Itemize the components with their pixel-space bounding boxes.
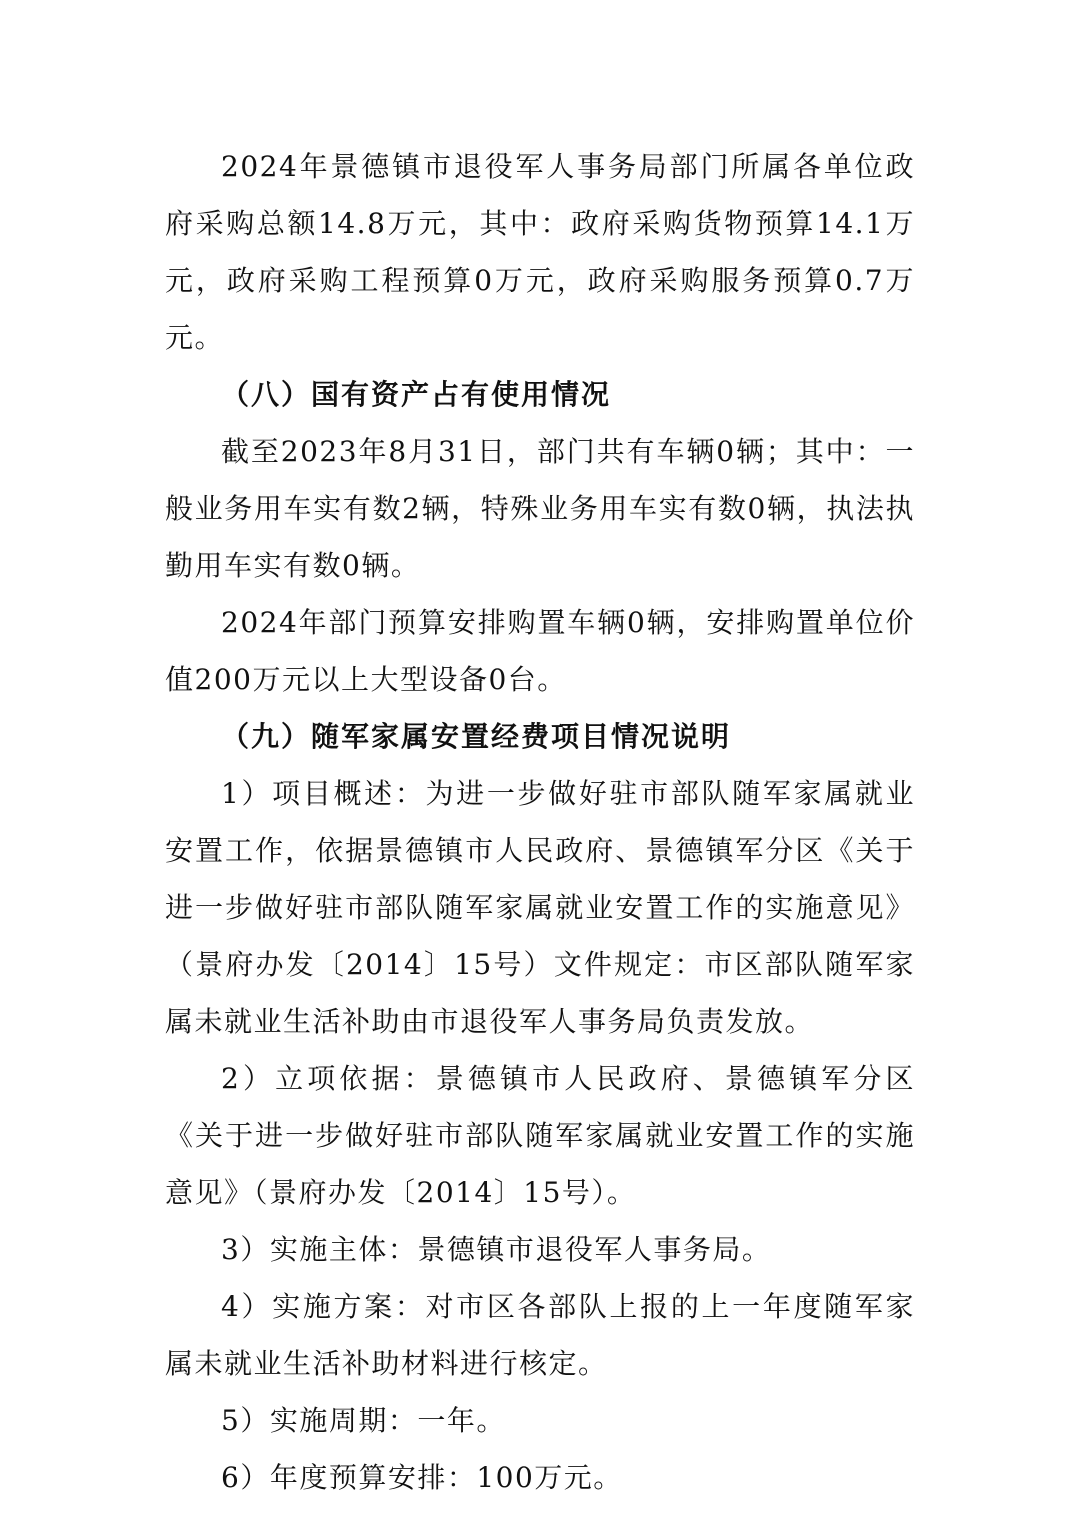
paragraph-project-basis: 2）立项依据：景德镇市人民政府、景德镇军分区《关于进一步做好驻市部队随军家属就业安置工作的实施意见》（景府办发〔2014〕15号）。: [165, 1062, 915, 1209]
paragraph-implementing-body: 3）实施主体：景德镇市退役军人事务局。: [221, 1233, 772, 1266]
paragraph-vehicles-held: 截至2023年8月31日，部门共有车辆0辆；其中：一般业务用车实有数2辆，特殊业务用车实有数0辆，执法执勤用车实有数0辆。: [165, 435, 915, 582]
paragraph-implementation-period: 5）实施周期：一年。: [221, 1404, 506, 1437]
paragraph-implementation-plan: 4）实施方案：对市区各部队上报的上一年度随军家属未就业生活补助材料进行核定。: [165, 1290, 915, 1380]
paragraph-procurement-total: 2024年景德镇市退役军人事务局部门所属各单位政府采购总额14.8万元，其中：政府采购货物预算14.1万元，政府采购工程预算0万元，政府采购服务预算0.7万元。: [165, 150, 915, 354]
paragraph-project-overview: 1）项目概述：为进一步做好驻市部队随军家属就业安置工作，依据景德镇市人民政府、景德镇军分区《关于进一步做好驻市部队随军家属就业安置工作的实施意见》（景府办发〔2014〕15号）文件规定：市区部队随军家属未就业生活补助由市退役军人事务局负责发放。: [165, 777, 915, 1038]
section-heading-military-family-funding: （九）随军家属安置经费项目情况说明: [221, 720, 732, 753]
document-body: [165, 138, 915, 1506]
section-heading-state-assets: （八）国有资产占有使用情况: [221, 378, 612, 411]
paragraph-annual-budget: 6）年度预算安排：100万元。: [221, 1461, 623, 1494]
paragraph-vehicle-purchase-plan: 2024年部门预算安排购置车辆0辆，安排购置单位价值200万元以上大型设备0台。: [165, 606, 915, 696]
